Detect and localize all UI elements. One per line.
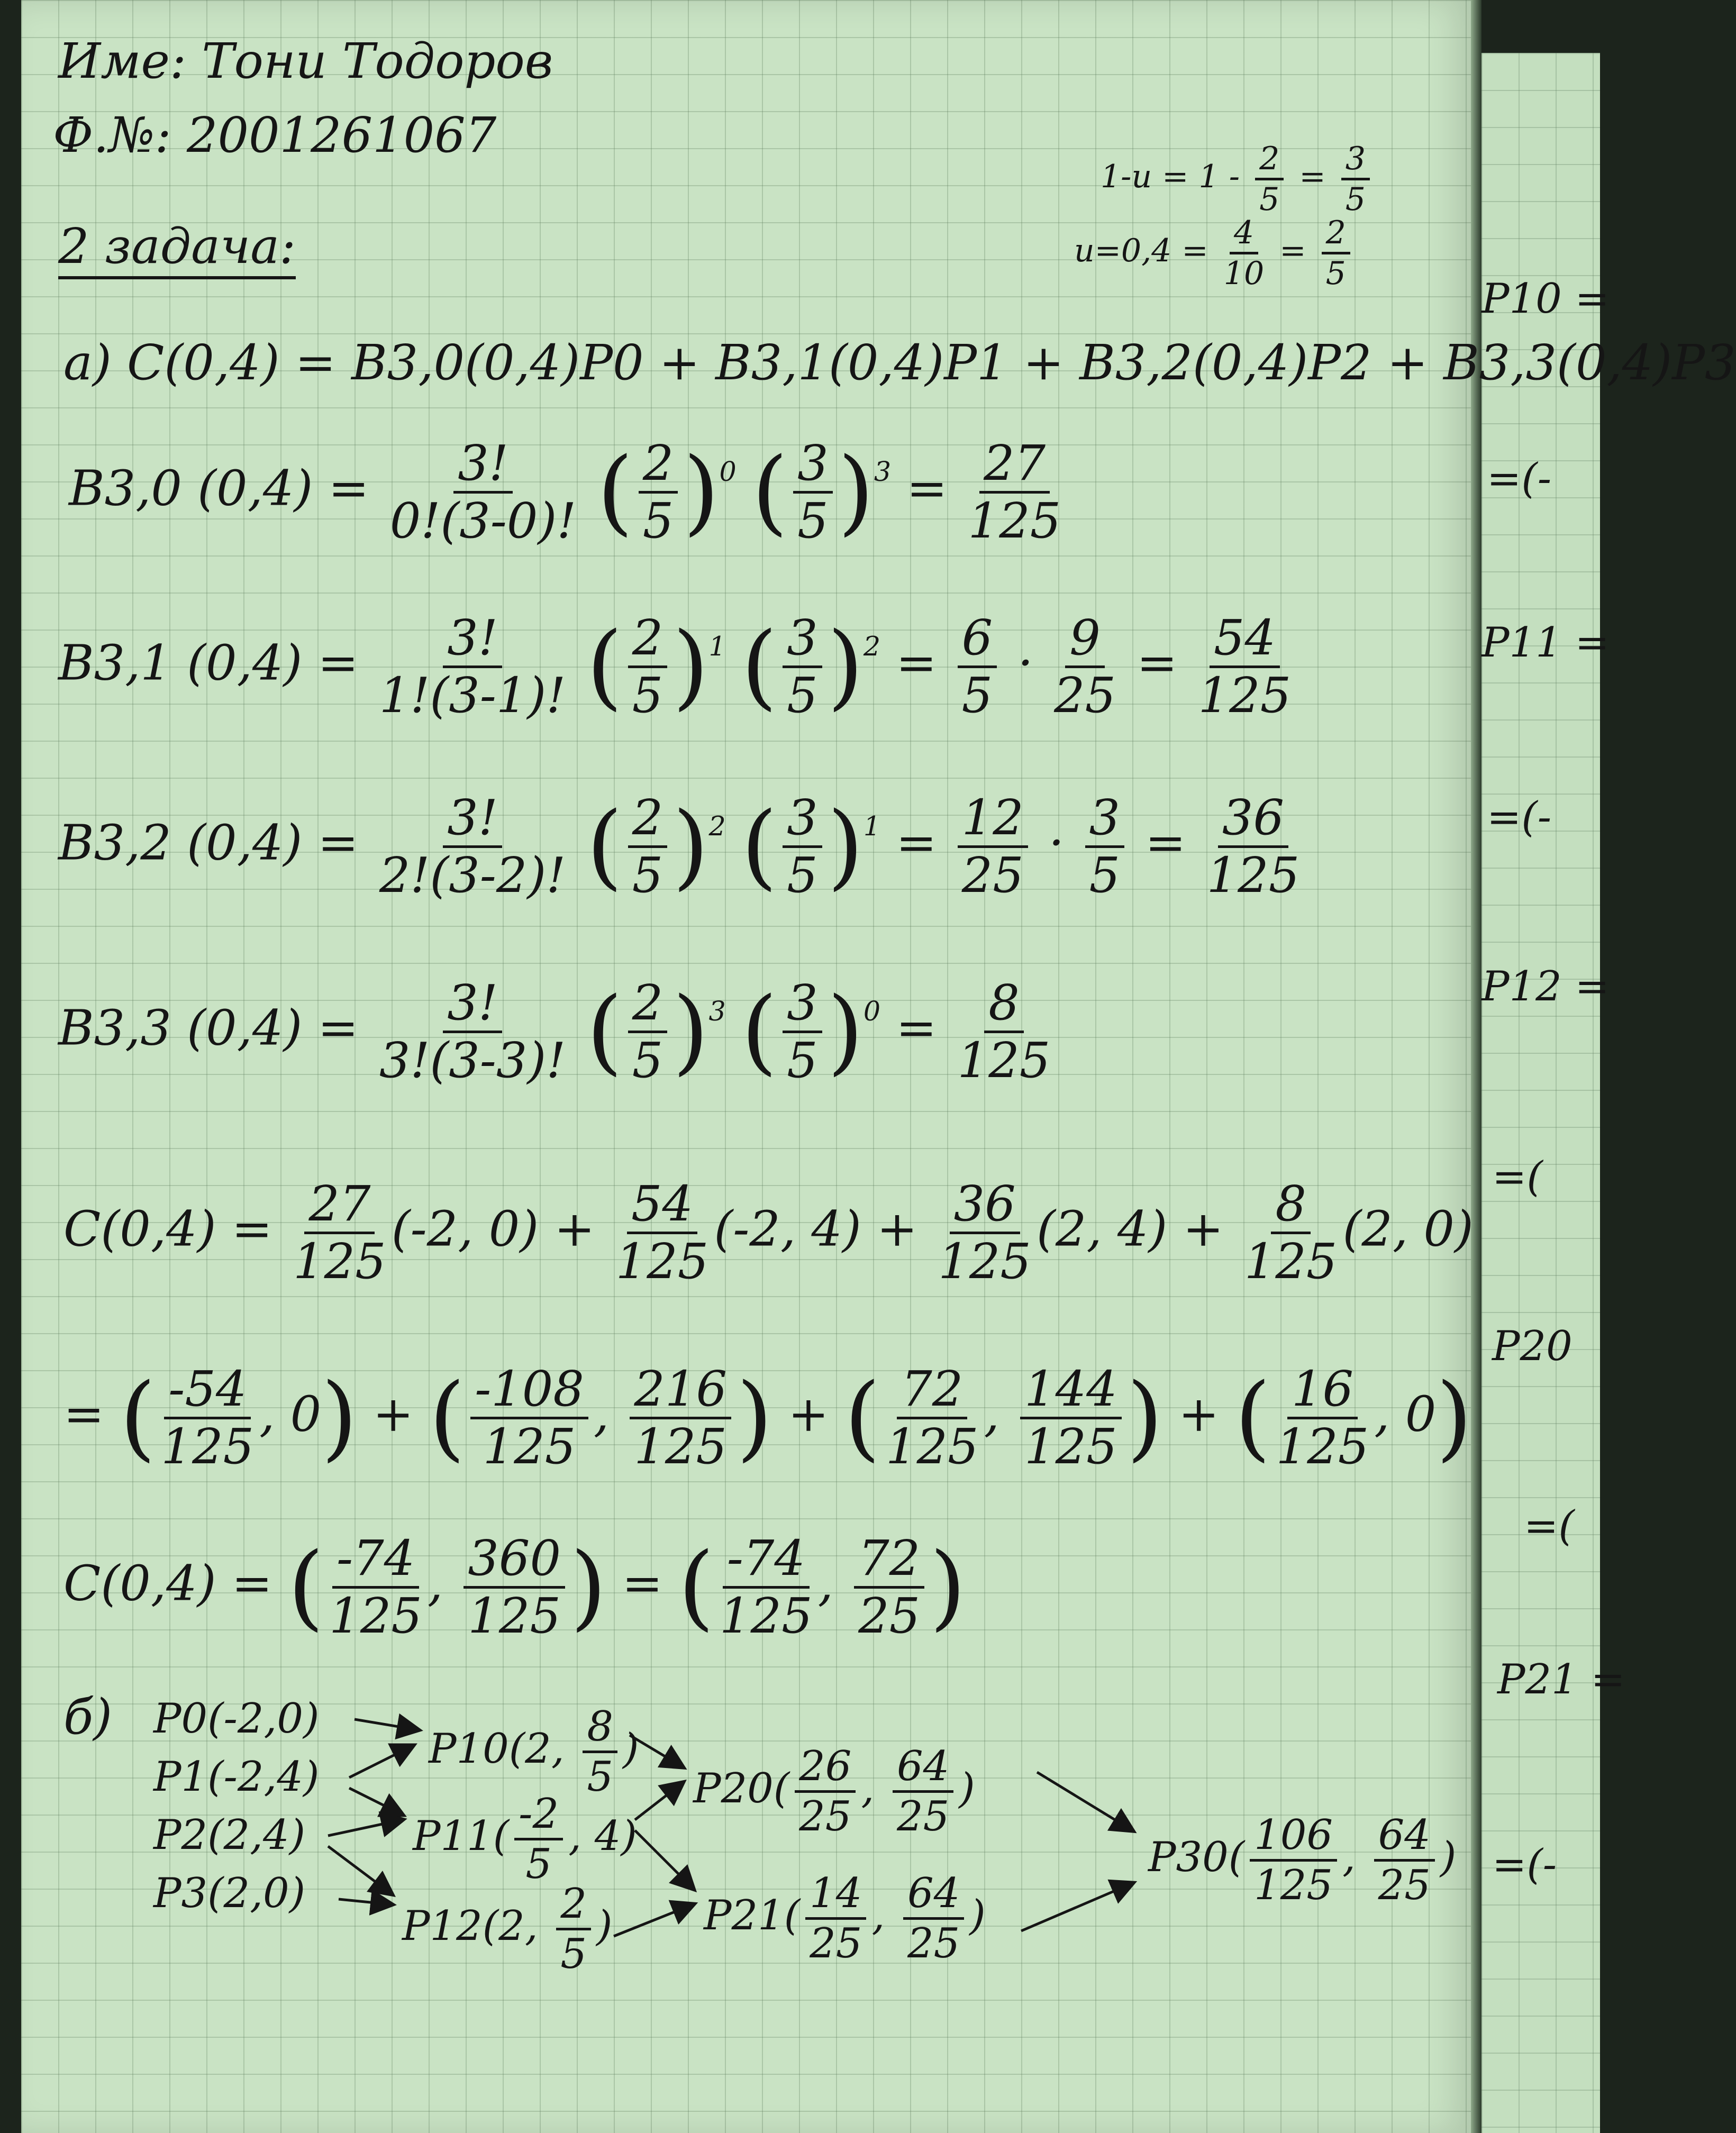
right-label-p10-cont: =(- [1487,455,1552,503]
right-label-p11-cont: =(- [1487,794,1552,841]
point-p11: P11( $\frac{-2}{5}$ , 4) [413,1790,637,1888]
expanded-line: = ( $\frac{-54}{125}$ , 0) + ( $\frac{-108}{125}$ , $\frac{216}{125}$ ) + ( $\frac{72}{125}$ , $\frac{144}{125}$ ) + ( $\frac{16}{125}$ , 0) [63,1361,1473,1475]
b31-line: B3,1 (0,4) = $\frac{3!}{1!(3-1)!}$ ( $\frac{2}{5}$ )$^1$ ( $\frac{3}{5}$ )$^2$ = $\frac{6}{5}$ · $\frac{9}{25}$ = $\frac{54}{125}$ [58,609,1292,724]
task-title: 2 задача: [58,222,296,279]
point-p21: P21( $\frac{14}{25}$ , $\frac{64}{25}$ ) [704,1870,986,1967]
point-p1: P1(-2,4) [153,1753,320,1801]
arrow-p10-p20 [630,1735,683,1767]
arrow-p11-p21 [635,1830,693,1889]
part-a-label: а) [63,334,112,391]
arrow-p11-p20 [635,1783,683,1820]
part-b-label: б) [63,1689,113,1745]
arrow-p0-p10 [355,1719,418,1730]
right-label-p20: P20 [1492,1323,1573,1370]
arrow-p2-p12 [328,1846,392,1894]
right-label-p11: P11 = [1481,619,1610,667]
right-label-p21-cont: =(- [1492,1841,1557,1889]
definition-formula: C(0,4) = B3,0(0,4)P0 + B3,1(0,4)P1 + B3,2(0,4)P2 + B3,3(0,4)P3 [127,334,1736,391]
right-label-p12: P12 = [1481,963,1610,1010]
right-label-p10: P10 = [1481,275,1610,323]
student-name: Име: Тони Тодоров [58,33,553,89]
point-p3: P3(2,0) [153,1870,306,1917]
b32-line: B3,2 (0,4) = $\frac{3!}{2!(3-2)!}$ ( $\frac{2}{5}$ )$^2$ ( $\frac{3}{5}$ )$^1$ = $\frac{12}{25}$ · $\frac{3}{5}$ = $\frac{36}{125}$ [58,789,1300,904]
right-label-p21: P21 = [1497,1656,1625,1703]
sum-line: C(0,4) = $\frac{27}{125}$ (-2, 0) + $\frac{54}{125}$ (-2, 4) + $\frac{36}{125}$ (2, 4) + $\frac{8}{125}$ (2, 0) [63,1175,1474,1290]
arrow-p20-p30 [1037,1772,1132,1830]
result-line: C(0,4) = ( $\frac{-74}{125}$ , $\frac{360}{125}$ ) = ( $\frac{-74}{125}$ , $\frac{72}{25}$ ) [63,1530,966,1644]
point-p2: P2(2,4) [153,1811,306,1859]
right-label-p12-cont: =( [1492,1153,1543,1201]
right-label-p20-cont: =( [1524,1502,1575,1550]
point-p12: P12(2, $\frac{2}{5}$ ) [402,1880,613,1978]
point-p30: P30( $\frac{106}{125}$ , $\frac{64}{25}$ ) [1148,1811,1457,1909]
b33-line: B3,3 (0,4) = $\frac{3!}{3!(3-3)!}$ ( $\frac{2}{5}$ )$^3$ ( $\frac{3}{5}$ )$^0$ = $\frac{8}{125}$ [58,974,1051,1089]
arrow-p21-p30 [1021,1883,1132,1931]
arrow-p12-p21 [614,1904,693,1936]
point-p10: P10(2, $\frac{8}{5}$ ) [429,1703,639,1801]
one-minus-u-note: 1-u = 1 - $\frac{2}{5}$ = $\frac{3}{5}$ [1101,143,1375,215]
b30-line: B3,0 (0,4) = $\frac{3!}{0!(3-0)!}$ ( $\frac{2}{5}$ )$^0$ ( $\frac{3}{5}$ )$^3$ = $\frac{27}{125}$ [69,435,1061,549]
arrow-p2-p11 [328,1820,402,1836]
faculty-number: Ф.№: 2001261067 [53,107,497,163]
arrow-p1-p11 [349,1788,402,1815]
point-p0: P0(-2,0) [153,1695,320,1743]
arrow-p3-p12 [339,1899,392,1904]
arrow-p1-p10 [349,1746,413,1777]
point-p20: P20( $\frac{26}{25}$ , $\frac{64}{25}$ ) [693,1743,975,1840]
u-value-note: u=0,4 = $\frac{4}{10}$ = $\frac{2}{5}$ [1074,217,1356,289]
